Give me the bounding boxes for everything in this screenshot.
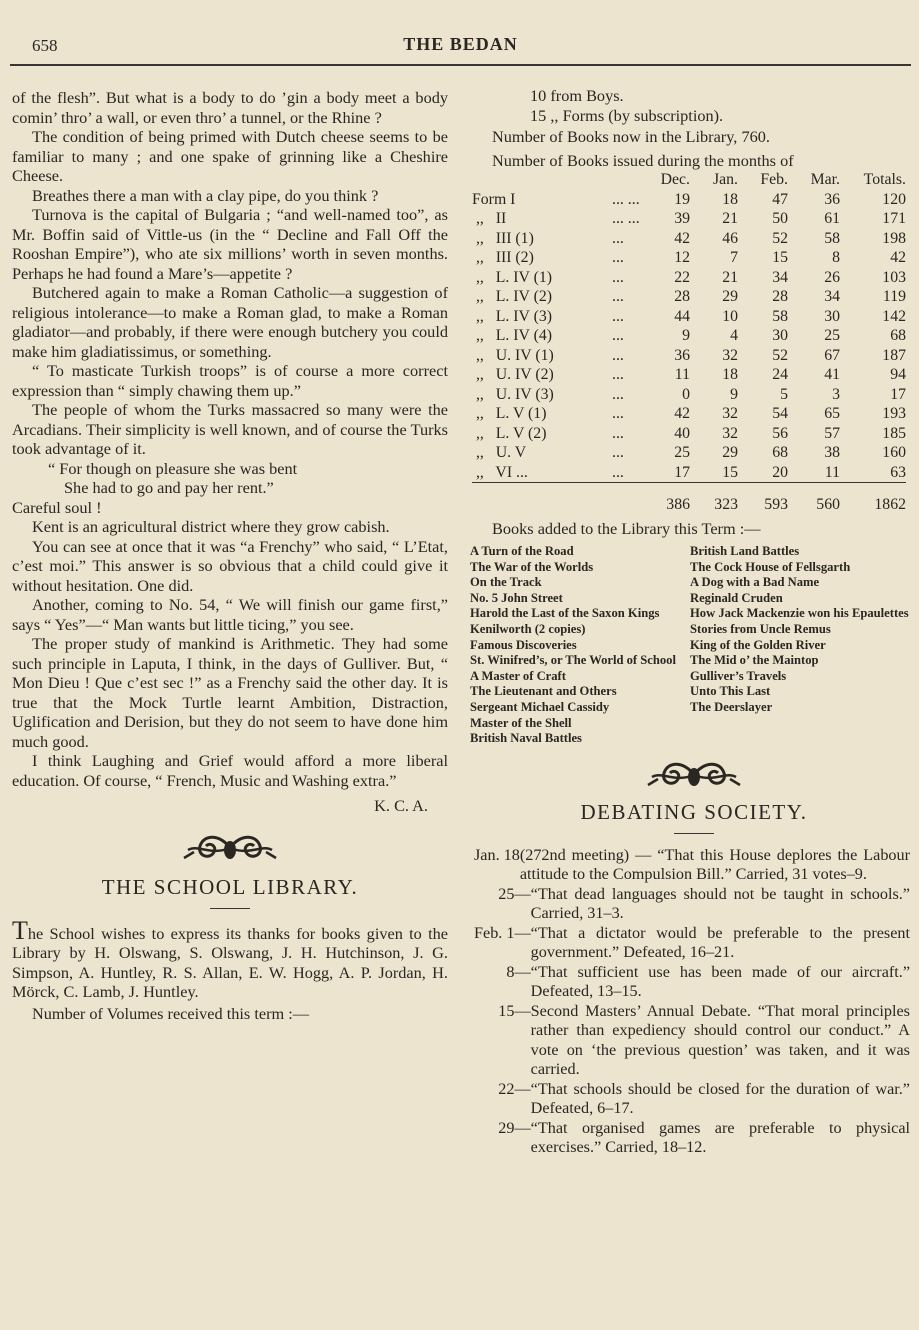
table-cell: 187 bbox=[882, 346, 906, 364]
total-jan: 323 bbox=[690, 483, 738, 515]
table-cell: 103 bbox=[882, 268, 906, 286]
table-row bbox=[472, 424, 906, 444]
table-cell: 9 bbox=[682, 327, 690, 344]
right-column bbox=[470, 86, 910, 1158]
table-cell: 57 bbox=[824, 424, 840, 442]
book-title: Famous Discoveries bbox=[470, 637, 577, 652]
form-label: ,, L. IV (4) bbox=[472, 327, 552, 344]
table-row bbox=[472, 190, 906, 210]
table-cell: 32 bbox=[722, 405, 738, 422]
books-added-list bbox=[470, 544, 910, 747]
leader-dots: ... bbox=[612, 405, 624, 422]
table-cell: 29 bbox=[722, 288, 738, 305]
leader-dots: ... bbox=[612, 385, 624, 403]
page-header bbox=[10, 34, 911, 66]
debate-text: (272nd meeting) — “That this House deplores the Labour attitude to the Compulsion Bill.” Carried, 31 votes–9. bbox=[519, 845, 910, 884]
debate-text: “That dead languages should not be taught in schools.” Carried, 31–3. bbox=[530, 884, 910, 923]
table-cell: 28 bbox=[772, 288, 788, 305]
table-row bbox=[472, 326, 906, 346]
table-cell: 58 bbox=[772, 307, 788, 325]
form-label: ,, III (1) bbox=[472, 229, 534, 247]
debate-text: Second Masters’ Annual Debate. “That moral principles rather than expediency should control our conduct.” A vote on ‘the previous question’ was taken, and it was carried. bbox=[530, 1001, 910, 1079]
col-mar: Mar. bbox=[810, 171, 840, 188]
book-title: No. 5 John Street bbox=[470, 590, 563, 605]
table-cell: 4 bbox=[730, 327, 738, 344]
table-cell: 46 bbox=[722, 229, 738, 247]
table-cell: 68 bbox=[890, 327, 906, 344]
table-cell: 65 bbox=[824, 405, 840, 422]
table-cell: 30 bbox=[824, 307, 840, 325]
debate-date: 29— bbox=[474, 1118, 531, 1137]
table-cell: 36 bbox=[824, 190, 840, 208]
table-cell: 11 bbox=[674, 366, 690, 383]
table-cell: 5 bbox=[780, 385, 788, 403]
table-cell: 56 bbox=[772, 424, 788, 442]
table-cell: 198 bbox=[882, 229, 906, 247]
table-cell: 34 bbox=[824, 288, 840, 305]
books-column-1 bbox=[470, 544, 690, 747]
table-cell: 58 bbox=[824, 229, 840, 247]
table-header-row bbox=[472, 170, 906, 190]
book-title: Kenilworth (2 copies) bbox=[470, 621, 586, 636]
debate-date: 15— bbox=[474, 1001, 531, 1020]
table-cell: 42 bbox=[890, 249, 906, 266]
table-cell: 12 bbox=[674, 249, 690, 266]
debate-date: Jan. 18 bbox=[474, 845, 520, 864]
table-row bbox=[472, 346, 906, 366]
form-label: ,, U. IV (3) bbox=[472, 385, 554, 403]
article-paragraph: Another, coming to No. 54, “ We will finish our game first,” says “ Yes”—“ Man wants but little ticing,” you see. bbox=[12, 595, 448, 634]
book-title: How Jack Mackenzie won his Epaulettes bbox=[690, 606, 909, 621]
floral-ornament-icon bbox=[644, 757, 744, 793]
article-body bbox=[12, 88, 448, 790]
table-cell: 21 bbox=[722, 210, 738, 227]
leader-dots: ... bbox=[612, 229, 624, 247]
book-title: The Mid o’ the Maintop bbox=[690, 653, 819, 668]
table-cell: 15 bbox=[722, 463, 738, 481]
debate-entry bbox=[474, 885, 910, 924]
heading-rule-2 bbox=[674, 833, 714, 834]
table-cell: 3 bbox=[832, 385, 840, 403]
table-cell: 160 bbox=[882, 444, 906, 461]
book-title: Master of the Shell bbox=[470, 715, 572, 730]
col-dec: Dec. bbox=[660, 171, 690, 188]
article-paragraph: She had to go and pay her rent.” bbox=[64, 478, 274, 497]
article-paragraph: The proper study of mankind is Arithmetic. They had some such principle in Laputa, I think, in the days of Gulliver. But, “ Mon Dieu ! Que c’est sec !” as a Frenchy said the other day. It is true that the Mock Turtle learnt Ambition, Distraction, Uglification and Derision, but they do not seem to have done him much good. bbox=[12, 634, 448, 751]
article-paragraph: Turnova is the capital of Bulgaria ; “and well-named too”, as Mr. Boffin said of Vittle-us (in the “ Decline and Fall Off the Rooshan Empire”), who ate six millions’ worth in seven months. Perhaps he had found a Mare’s—appetite ? bbox=[12, 205, 448, 283]
article-paragraph: Kent is an agricultural district where they grow cabish. bbox=[32, 517, 390, 536]
form-label: ,, L. IV (2) bbox=[472, 288, 552, 305]
table-cell: 54 bbox=[772, 405, 788, 422]
table-cell: 171 bbox=[882, 210, 906, 227]
drop-cap: T bbox=[12, 915, 28, 945]
floral-ornament-icon bbox=[180, 830, 280, 866]
form-label: Form I bbox=[472, 190, 516, 208]
book-title: Stories from Uncle Remus bbox=[690, 621, 831, 636]
table-cell: 142 bbox=[882, 307, 906, 325]
table-cell: 7 bbox=[730, 249, 738, 266]
debate-text: “That schools should be closed for the duration of war.” Defeated, 6–17. bbox=[530, 1079, 910, 1118]
table-cell: 10 bbox=[722, 307, 738, 325]
book-title: Sergeant Michael Cassidy bbox=[470, 699, 610, 714]
debating-heading: DEBATING SOCIETY. bbox=[580, 800, 808, 825]
heading-rule bbox=[210, 908, 250, 909]
table-cell: 41 bbox=[824, 366, 840, 383]
debate-date: Feb. 1— bbox=[474, 923, 531, 942]
leader-dots: ... bbox=[612, 268, 624, 286]
table-body bbox=[472, 190, 906, 483]
debate-text: “That a dictator would be preferable to the present government.” Defeated, 16–21. bbox=[530, 923, 910, 962]
book-title: The Cock House of Fellsgarth bbox=[690, 559, 851, 574]
table-cell: 42 bbox=[674, 405, 690, 422]
leader-dots: ... bbox=[612, 444, 624, 461]
book-title: A Dog with a Bad Name bbox=[690, 575, 820, 590]
table-row bbox=[472, 307, 906, 327]
ornament-divider bbox=[12, 830, 448, 871]
table-cell: 61 bbox=[824, 210, 840, 227]
table-row bbox=[472, 229, 906, 249]
table-row bbox=[472, 268, 906, 288]
form-label: ,, VI ... bbox=[472, 463, 528, 481]
table-row bbox=[472, 404, 906, 424]
book-title: Unto This Last bbox=[690, 684, 771, 699]
table-cell: 52 bbox=[772, 346, 788, 364]
form-label: ,, U. IV (2) bbox=[472, 366, 554, 383]
table-row bbox=[472, 248, 906, 268]
debate-date: 8— bbox=[474, 962, 531, 981]
table-cell: 34 bbox=[772, 268, 788, 286]
table-cell: 32 bbox=[722, 424, 738, 442]
book-title: British Land Battles bbox=[690, 544, 800, 558]
table-row bbox=[472, 443, 906, 463]
total-feb: 593 bbox=[738, 483, 788, 515]
book-title: Harold the Last of the Saxon Kings bbox=[470, 606, 660, 621]
total-dec: 386 bbox=[640, 483, 690, 515]
table-cell: 8 bbox=[832, 249, 840, 266]
book-title: St. Winifred’s, or The World of School bbox=[470, 653, 676, 668]
totals-row bbox=[472, 483, 906, 515]
book-title: On the Track bbox=[470, 575, 542, 590]
table-cell: 29 bbox=[722, 444, 738, 461]
book-title: British Naval Battles bbox=[470, 731, 582, 746]
table-cell: 18 bbox=[722, 190, 738, 208]
table-cell: 68 bbox=[772, 444, 788, 461]
table-cell: 40 bbox=[674, 424, 690, 442]
table-cell: 20 bbox=[772, 463, 788, 481]
debate-entry bbox=[474, 1002, 910, 1080]
book-title: The War of the Worlds bbox=[470, 559, 594, 574]
table-cell: 67 bbox=[824, 346, 840, 364]
total-all: 1862 bbox=[840, 483, 906, 515]
debate-date: 22— bbox=[474, 1079, 531, 1098]
library-heading: THE SCHOOL LIBRARY. bbox=[101, 875, 359, 899]
debate-entry bbox=[474, 963, 910, 1002]
table-cell: 26 bbox=[824, 268, 840, 286]
total-mar: 560 bbox=[788, 483, 840, 515]
table-cell: 11 bbox=[824, 463, 840, 481]
book-title: The Lieutenant and Others bbox=[470, 684, 617, 699]
article-paragraph: “ To masticate Turkish troops” is of course a more correct expression than “ simply chawing them up.” bbox=[12, 361, 448, 400]
book-title: A Master of Craft bbox=[470, 668, 566, 683]
table-cell: 42 bbox=[674, 229, 690, 247]
leader-dots: ... ... bbox=[612, 190, 640, 208]
form-label: ,, L. IV (1) bbox=[472, 268, 552, 286]
page-number: 658 bbox=[32, 36, 58, 55]
article-paragraph: You can see at once that it was “a Frenchy” who said, “ L’Etat, c’est moi.” This answer is so obvious that a child could give it without hesitation. One did. bbox=[12, 536, 448, 595]
form-label: ,, II bbox=[472, 210, 507, 227]
table-cell: 44 bbox=[674, 307, 690, 325]
article-paragraph: The condition of being primed with Dutch cheese seems to be familiar to many ; and one spake of grinning like a Cheshire Cheese. bbox=[12, 127, 448, 185]
table-cell: 17 bbox=[890, 385, 906, 403]
library-thanks-text: he School wishes to express its thanks for books given to the Library by H. Olswang, S. Olswang, J. H. Hutchinson, J. G. Simpson, A. Huntley, R. S. Allan, E. W. Hogg, A. P. Jordan, H. Mörck, C. Lamb, J. Huntley. bbox=[12, 923, 448, 1001]
leader-dots: ... bbox=[612, 307, 624, 325]
table-cell: 52 bbox=[772, 229, 788, 247]
table-cell: 193 bbox=[882, 405, 906, 422]
leader-dots: ... bbox=[612, 424, 624, 442]
books-now: Number of Books now in the Library, 760. bbox=[492, 127, 770, 146]
table-cell: 185 bbox=[882, 424, 906, 442]
table-cell: 22 bbox=[674, 268, 690, 286]
from-boys: 10 from Boys. bbox=[530, 86, 624, 105]
article-paragraph: of the flesh”. But what is a body to do ’gin a body meet a body comin’ thro’ a wall, or even thro’ a tunnel, or the Rhine ? bbox=[12, 88, 448, 127]
table-cell: 0 bbox=[682, 385, 690, 403]
article-paragraph: Butchered again to make a Roman Catholic—a suggestion of religious intolerance—to make a Roman glad, to make a Roman gladiator—and probably, if there were enough butchery you could make him gladiatissimus, or something. bbox=[12, 283, 448, 361]
issued-table bbox=[472, 170, 906, 515]
table-cell: 94 bbox=[890, 366, 906, 383]
debate-entry bbox=[474, 924, 910, 963]
added-caption: Books added to the Library this Term :— bbox=[492, 518, 761, 538]
table-cell: 21 bbox=[722, 268, 738, 286]
table-cell: 50 bbox=[772, 210, 788, 227]
table-cell: 28 bbox=[674, 288, 690, 305]
table-cell: 9 bbox=[730, 385, 738, 403]
book-title: A Turn of the Road bbox=[470, 544, 574, 558]
table-cell: 19 bbox=[674, 190, 690, 208]
col-totals: Totals. bbox=[863, 171, 906, 188]
table-cell: 18 bbox=[722, 366, 738, 383]
form-label: ,, III (2) bbox=[472, 249, 534, 266]
form-label: ,, U. IV (1) bbox=[472, 346, 554, 364]
debate-entry bbox=[474, 1080, 910, 1119]
debate-date: 25— bbox=[474, 884, 531, 903]
article-paragraph: The people of whom the Turks massacred so many were the Arcadians. Their simplicity is well known, and of course the Turks took advantage of it. bbox=[12, 400, 448, 458]
leader-dots: ... bbox=[612, 463, 624, 481]
table-cell: 36 bbox=[674, 346, 690, 364]
table-cell: 30 bbox=[772, 327, 788, 344]
leader-dots: ... bbox=[612, 327, 624, 344]
table-row bbox=[472, 385, 906, 405]
debate-text: “That sufficient use has been made of our aircraft.” Defeated, 13–15. bbox=[530, 962, 910, 1001]
article-paragraph: I think Laughing and Grief would afford a more liberal education. Of course, “ French, Music and Washing extra.” bbox=[12, 751, 448, 790]
table-cell: 32 bbox=[722, 346, 738, 364]
col-jan: Jan. bbox=[712, 171, 738, 188]
leader-dots: ... bbox=[612, 346, 624, 364]
volumes-received: Number of Volumes received this term :— bbox=[32, 1003, 310, 1023]
article-paragraph: Breathes there a man with a clay pipe, do you think ? bbox=[32, 185, 379, 205]
form-label: ,, L. V (2) bbox=[472, 424, 547, 442]
from-forms: 15 ,, Forms (by subscription). bbox=[530, 105, 724, 125]
leader-dots: ... ... bbox=[612, 210, 640, 227]
article-paragraph: Careful soul ! bbox=[12, 497, 102, 517]
form-label: ,, L. V (1) bbox=[472, 405, 547, 422]
form-label: ,, U. V bbox=[472, 444, 527, 461]
library-thanks bbox=[12, 915, 448, 1002]
leader-dots: ... bbox=[612, 249, 624, 266]
issued-caption: Number of Books issued during the months of bbox=[492, 150, 794, 170]
left-column bbox=[12, 88, 448, 1023]
table-cell: 15 bbox=[772, 249, 788, 266]
leader-dots: ... bbox=[612, 288, 624, 305]
ornament-divider-2 bbox=[478, 757, 910, 798]
table-cell: 39 bbox=[674, 210, 690, 227]
debate-list bbox=[474, 846, 910, 1158]
article-paragraph: “ For though on pleasure she was bent bbox=[48, 458, 298, 478]
table-cell: 120 bbox=[882, 190, 906, 208]
table-cell: 63 bbox=[890, 463, 906, 481]
table-row bbox=[472, 209, 906, 229]
books-column-2 bbox=[690, 544, 910, 747]
table-cell: 24 bbox=[772, 366, 788, 383]
table-cell: 17 bbox=[674, 463, 690, 481]
leader-dots: ... bbox=[612, 366, 624, 383]
form-label: ,, L. IV (3) bbox=[472, 307, 552, 325]
debate-entry bbox=[474, 1119, 910, 1158]
debate-text: “That organised games are preferable to physical exercises.” Carried, 18–12. bbox=[530, 1118, 910, 1157]
table-cell: 25 bbox=[824, 327, 840, 344]
running-title: THE BEDAN bbox=[403, 34, 518, 54]
book-title: King of the Golden River bbox=[690, 637, 826, 652]
table-row bbox=[472, 287, 906, 307]
author-signature: K. C. A. bbox=[374, 796, 428, 815]
table-row bbox=[472, 463, 906, 483]
table-row bbox=[472, 365, 906, 385]
table-cell: 47 bbox=[772, 190, 788, 208]
book-title: The Deerslayer bbox=[690, 699, 773, 714]
table-cell: 25 bbox=[674, 444, 690, 461]
col-feb: Feb. bbox=[760, 171, 788, 188]
table-cell: 119 bbox=[882, 288, 906, 305]
debate-entry bbox=[474, 846, 910, 885]
table-cell: 38 bbox=[824, 444, 840, 461]
book-title: Gulliver’s Travels bbox=[690, 668, 787, 683]
book-title: Reginald Cruden bbox=[690, 590, 783, 605]
